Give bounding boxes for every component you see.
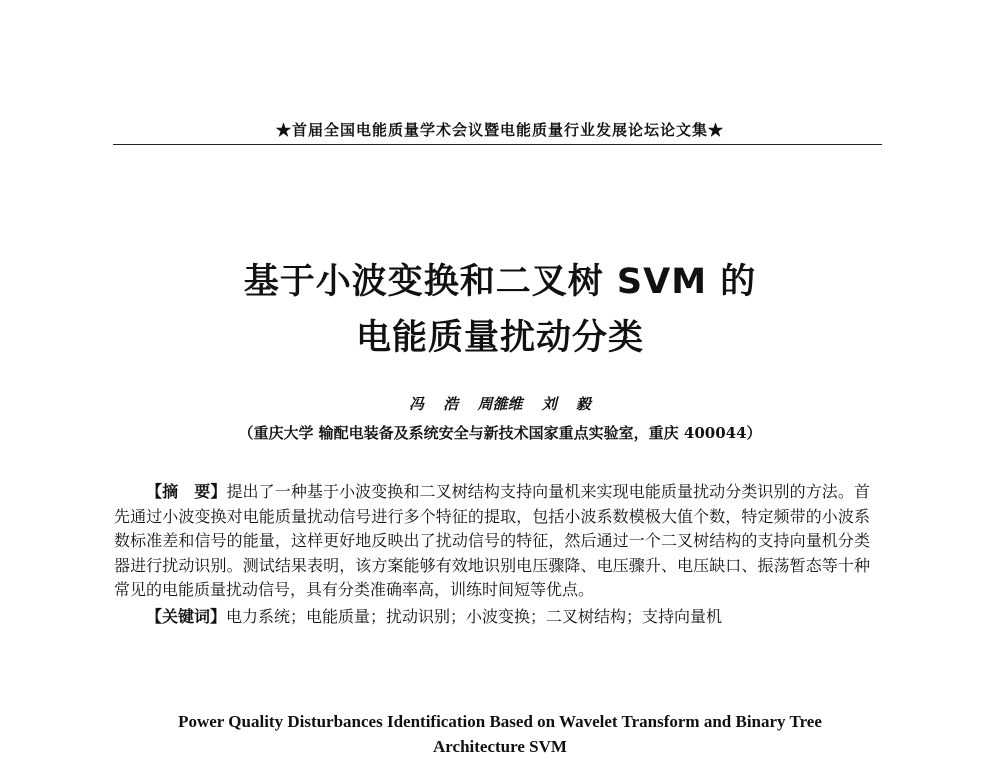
- english-title-line-2: Architecture SVM: [433, 737, 567, 756]
- keywords-text: 电力系统；电能质量；扰动识别；小波变换；二叉树结构；支持向量机: [226, 606, 723, 626]
- authors: 冯 浩 周雒维 刘 毅: [409, 395, 591, 413]
- abstract-block: [114, 480, 870, 629]
- abstract-text: 提出了一种基于小波变换和二叉树结构支持向量机来实现电能质量扰动分类识别的方法。首先通过小波变换对电能质量扰动信号进行多个特征的提取，包括小波系数模极大值个数，特定频带的小波系数标准差和信号的能量，这样更好地反映出了扰动信号的特征，然后通过一个二叉树结构的支持向量机分类器进行扰动识别。测试结果表明，该方案能够有效地识别电压骤降、电压骤升、电压缺口、振荡暂态等十种常见的电能质量扰动信号，具有分类准确率高，训练时间短等优点。: [114, 482, 870, 599]
- header-rule: [113, 144, 882, 145]
- running-header: ★首届全国电能质量学术会议暨电能质量行业发展论坛论文集★: [275, 121, 724, 139]
- keywords-paragraph: [114, 605, 870, 630]
- abstract-label: 【摘 要】: [146, 482, 227, 501]
- keywords-label: 【关键词】: [146, 606, 227, 626]
- paper-title-line-1: 基于小波变换和二叉树 SVM 的: [243, 262, 757, 302]
- affiliation: （重庆大学 输配电装备及系统安全与新技术国家重点实验室，重庆 400044）: [238, 424, 762, 442]
- english-title-line-1: Power Quality Disturbances Identification Based on Wavelet Transform and Binary Tree: [178, 712, 822, 731]
- abstract-paragraph: [114, 480, 870, 603]
- paper-title-line-2: 电能质量扰动分类: [355, 318, 644, 358]
